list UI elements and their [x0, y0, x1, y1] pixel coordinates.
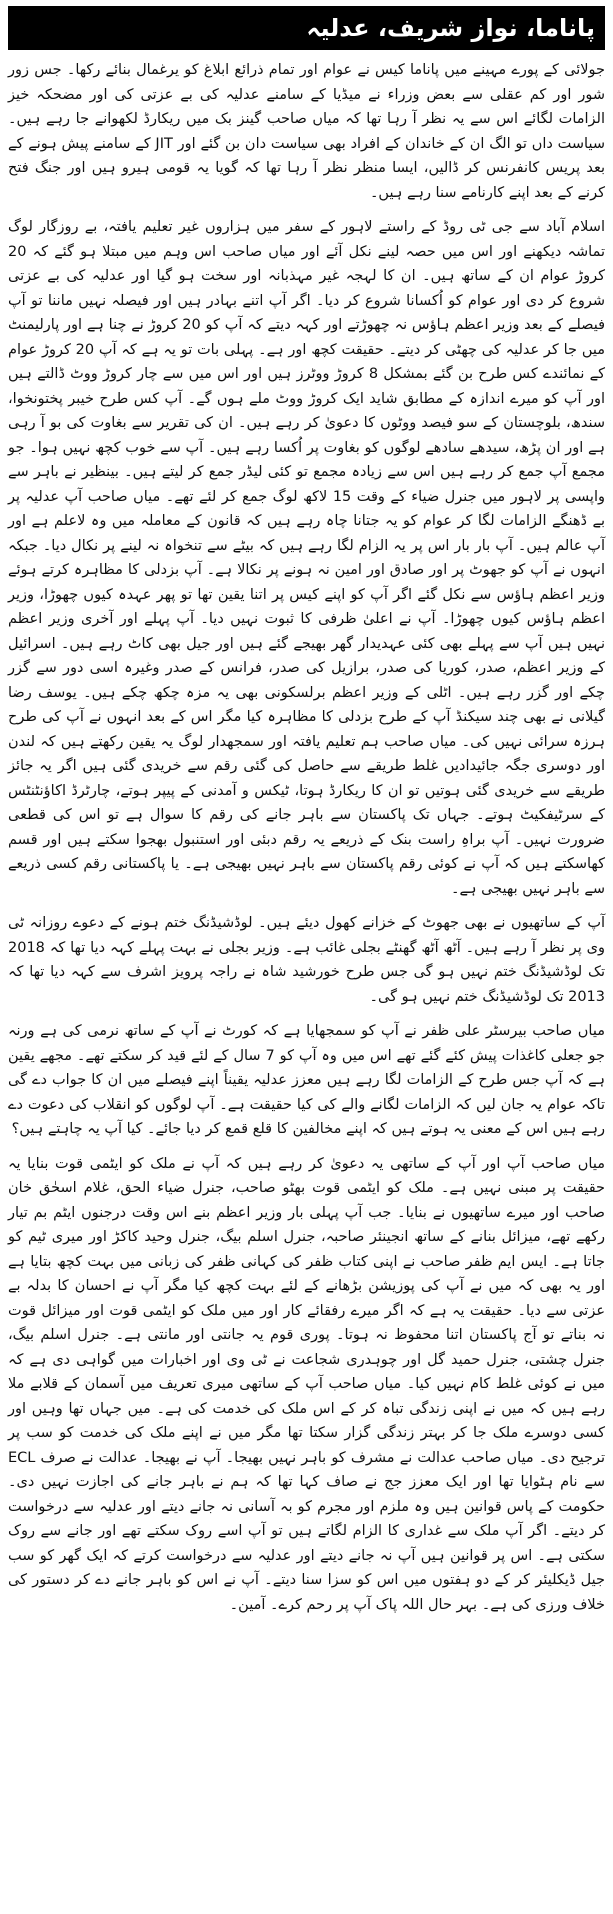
article-paragraph: آپ کے ساتھیوں نے بھی جھوٹ کے خزانے کھول دیئے ہیں۔ لوڈشیڈنگ ختم ہونے کے دعوے روزانہ ٹی وی پر نظر آ رہے ہیں۔ آٹھ آٹھ گھنٹے بجلی غائب ہے۔ وزیر بجلی نے بہت پہلے کہہ دیا تھا کہ 2018 تک لوڈشیڈنگ ختم نہیں ہو گی جس طرح خورشید شاہ نے راجہ پرویز اشرف سے کہہ دیا تھا کہ 2013 تک لوڈشیڈنگ ختم نہیں ہو گی۔: [8, 915, 605, 1005]
article-paragraph: میاں صاحب بیرسٹر علی ظفر نے آپ کو سمجھایا ہے کہ کورٹ نے آپ کے ساتھ نرمی کی ہے ورنہ جو جعلی کاغذات پیش کئے گئے تھے اس میں وہ آپ کو 7 سال کے لئے قید کر سکتے تھے۔ مجھے یقین ہے کہ آپ جس طرح کے الزامات لگا رہے ہیں معزز عدلیہ یقیناً اپنے فیصلے میں ان کا جواب دے گی تاکہ عوام یہ جان لیں کہ الزامات لگانے والے کی کیا حقیقت ہے۔ آپ لوگوں کو انقلاب کی دعوت دے رہے ہیں اس کے معنی یہ ہوتے ہیں کہ اپنے مخالفین کا قلع قمع کر دیا جائے۔ کیا آپ یہ چاہتے ہیں؟: [8, 1023, 605, 1137]
article-title-bar: [8, 6, 605, 50]
article-paragraph: میاں صاحب آپ اور آپ کے ساتھی یہ دعویٰ کر رہے ہیں کہ آپ نے ملک کو ایٹمی قوت بنایا یہ حقیقت پر مبنی نہیں ہے۔ ملک کو ایٹمی قوت بھٹو صاحب، جنرل ضیاء الحق، غلام اسحٰق خان صاحب اور میرے ساتھیوں نے بنایا۔ جب آپ پہلی بار وزیر اعظم بنے اس وقت درجنوں ایٹم بم تیار رکھے تھے، میزائل بنانے کے ساتھ انجینئر صاحبہ، جنرل اسلم بیگ، جنرل وحید کاکڑ اور میری ٹیم کو جاتا ہے۔ ایس ایم ظفر صاحب نے اپنی کتاب ظفر کی کہانی ظفر کی زبانی میں بہت کچھ بتایا ہے اور یہ بھی کہ میں نے آپ کی پوزیشن بڑھانے کے لئے بہت کچھ کیا مگر آپ نے احسان کا بدلہ بے عزتی سے دیا۔ حقیقت یہ ہے کہ اگر میرے رفقائے کار اور میں ملک کو ایٹمی قوت اور میزائل قوت نہ بناتے تو آج پاکستان اتنا محفوظ نہ ہوتا۔ پوری قوم یہ جانتی اور مانتی ہے۔ جنرل اسلم بیگ، جنرل چشتی، جنرل حمید گل اور چوہدری شجاعت نے ٹی وی اور اخبارات میں گواہی دی ہے کہ میں نے کوئی غلط کام نہیں کیا۔ میاں صاحب آپ کے ساتھی میری تعریف میں آسمان کے قلابے ملا رہے ہیں کہ میں نے اپنی زندگی تباہ کر کے اس ملک کی خدمت کی ہے۔ میں جہاں تھا وہیں اور کسی دوسرے ملک جا کر بہتر زندگی گزار سکتا تھا مگر میں نے اپنے ملک کی خدمت کو سب پر ترجیح دی۔ میاں صاحب عدالت نے مشرف کو باہر نہیں بھیجا۔ آپ نے بھیجا۔ عدالت نے صرف ECL سے نام ہٹوایا تھا اور ایک معزز جج نے صاف کہا تھا کہ ہم نے باہر جانے کی اجازت نہیں دی۔ حکومت کے پاس قوانین ہیں وہ ملزم اور مجرم کو بہ آسانی نہ جانے دیتے اور عدلیہ سے درخواست کر دیتے۔ اگر آپ ملک سے غداری کا الزام لگاتے ہیں تو آپ اسے روک سکتے تھے اور جانے سے روک سکتی ہے۔ اس پر قوانین ہیں آپ نہ جانے دیتے اور عدلیہ سے درخواست کرتے کہ ایک گھر کو سب جیل ڈیکلیئر کر کے دو ہفتوں میں اس کو سزا سنا دیتے۔ آپ نے اس کو باہر جانے دے کر دستور کی خلاف ورزی کی ہے۔ بہر حال اللہ پاک آپ پر رحم کرے۔ آمین۔: [8, 1155, 605, 1613]
article-paragraph: جولائی کے پورے مہینے میں پاناما کیس نے عوام اور تمام ذرائع ابلاغ کو یرغمال بنائے رکھا۔ جس زور شور اور کم عقلی سے بعض وزراء نے میڈیا کے سامنے عدلیہ کی بے عزتی کی اور مضحکہ خیز الزامات لگائے اس سے یہ نظر آ رہا تھا کہ میاں صاحب گینز بک میں ریکارڈ لکھوانے جا رہے ہیں۔ سیاست داں تو الگ ان کے خاندان کے افراد بھی سیاست دان بن گئے اور JIT کے سامنے پیش ہونے کے بعد پریس کانفرنس کر ڈالیں، ایسا منظر نظر آ رہا تھا کہ گویا یہ قومی ہیرو ہیں اور جنگ فتح کرنے کے بعد اپنے کارنامے سنا رہے ہیں۔: [8, 62, 605, 201]
article-paragraph: اسلام آباد سے جی ٹی روڈ کے راستے لاہور کے سفر میں ہزاروں غیر تعلیم یافتہ، بے روزگار لوگ تماشہ دیکھنے اور اس میں حصہ لینے نکل آئے اور میاں صاحب اس وہم میں مبتلا ہو گئے کہ 20 کروڑ عوام ان کے ساتھ ہیں۔ ان کا لہجہ غیر مہذبانہ اور سخت ہو گیا اور عدلیہ کی بے عزتی شروع کر دی اور عوام کو اُکسانا شروع کر دیا۔ اگر آپ اتنے بہادر ہیں اور فیصلہ نہیں ماننا تو آپ فیصلے کے بعد وزیر اعظم ہاؤس نہ چھوڑتے اور کہہ دیتے کہ آپ کو 20 کروڑ نے چنا ہے اور پارلیمنٹ میں جا کر عدلیہ کی چھٹی کر دیتے۔ حقیقت کچھ اور ہے۔ پہلی بات تو یہ ہے کہ آپ 20 کروڑ عوام کے نمائندے کس طرح بن گئے بمشکل 8 کروڑ ووٹرز ہیں اور اس میں سے چار کروڑ ووٹ ڈالتے ہیں اور آپ کو میرے اندازہ کے مطابق شاید ایک کروڑ ووٹ ملے ہوں گے۔ آپ کس طرح خیبر پختونخوا، سندھ، بلوچستان کے سو فیصد ووٹوں کا دعویٰ کر رہے ہیں۔ ان کی تقریر سے بغاوت کی بو آ رہی ہے اور ان پڑھ، سیدھے سادھے لوگوں کو بغاوت پر اُکسا رہے ہیں۔ آپ سے خوب کچھ نہیں ہوا۔ جو مجمع آپ جمع کر رہے ہیں اس سے زیادہ مجمع تو کئی لیڈر جمع کر لیتے ہیں۔ بینظیر نے باہر سے واپسی پر لاہور میں جنرل ضیاء کے وقت 15 لاکھ لوگ جمع کر لئے تھے۔ میاں صاحب آپ عدلیہ پر بے ڈھنگے الزامات لگا کر عوام کو یہ جتانا چاہ رہے ہیں کہ قانون کے معاملہ میں وہ لاعلم ہے اور آپ عالم ہیں۔ آپ بار بار اس پر یہ الزام لگا رہے ہیں کہ بیٹے سے تنخواہ نہ لینے پر نکال دیا۔ جبکہ انہوں نے آپ کو جھوٹ پر اور صادق اور امین نہ ہونے پر نکالا ہے۔ آپ بزدلی کا مظاہرہ کرتے ہوئے وزیر اعظم ہاؤس سے نکل گئے اگر آپ کو اپنے کیس پر اتنا یقین تھا تو پھر عہدہ کیوں چھوڑا، وزیر اعظم ہاؤس کیوں چھوڑا۔ آپ نے اعلیٰ ظرفی کا ثبوت نہیں دیا۔ آپ پہلے اور آخری وزیر اعظم نہیں ہیں آپ سے پہلے بھی کئی عہدیدار گھر بھیجے گئے ہیں اور جیل بھی کاٹ رہے ہیں۔ اسرائیل کے وزیر اعظم، صدر، کوریا کی صدر، برازیل کی صدر، فرانس کے صدر وغیرہ اسی دور سے گزر چکے اور گزر رہے ہیں۔ اٹلی کے وزیر اعظم برلسکونی بھی یہ مزہ چکھ چکے ہیں۔ یوسف رضا گیلانی نے بھی چند سیکنڈ آپ کے طرح بزدلی کا مظاہرہ کیا مگر اس کے بعد انہوں نے آپ کی طرح ہرزہ سرائی نہیں کی۔ میاں صاحب ہم تعلیم یافتہ اور سمجھدار لوگ یہ یقین رکھتے ہیں کہ لندن اور دوسری جگہ جائیدادیں غلط طریقے سے حاصل کی گئی رقم سے خریدی گئی ہیں اگر یہ جائز طریقے سے خریدی گئی ہوتیں تو ان کا ریکارڈ ہوتا، ٹیکس و آمدنی کے پیپر ہوتے، چارٹرڈ اکاؤنٹنٹس کے سرٹیفکیٹ ہوتے۔ جہاں تک پاکستان سے باہر جانے کی رقم کا سوال ہے تو اس کی قطعی ضرورت نہیں۔ آپ براہِ راست بنک کے ذریعے یہ رقم دبئی اور استنبول بھجوا سکتے ہیں اور قسم کھاسکتے ہیں کہ آپ نے کوئی رقم پاکستان سے باہر نہیں بھیجی ہے۔ یا پاکستانی رقم کسی ذریعے سے باہر نہیں بھیجی ہے۔: [8, 219, 605, 897]
article-title: پاناما، نواز شریف، عدلیہ: [306, 14, 595, 42]
